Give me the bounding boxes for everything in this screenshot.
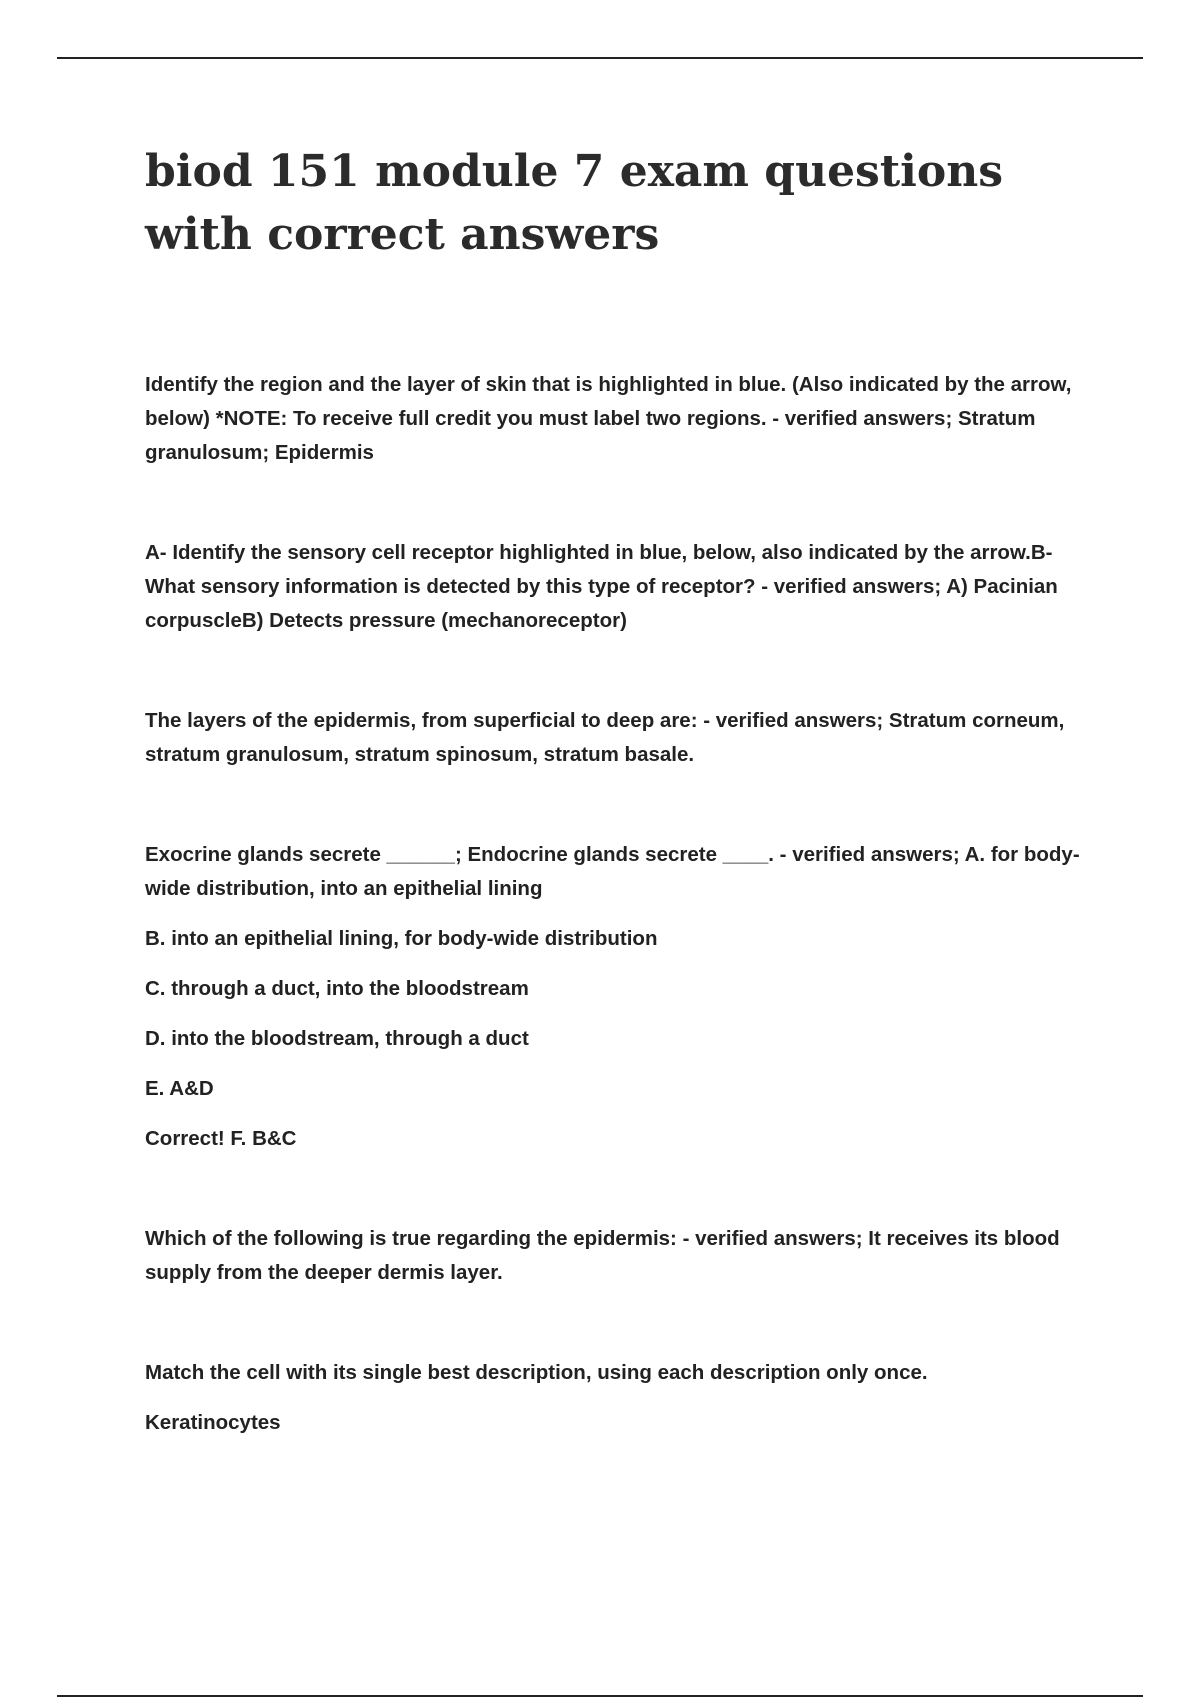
qa-list	[145, 368, 1095, 1440]
document-title: biod 151 module 7 exam questions with correct answers	[145, 146, 1003, 260]
header-rule	[57, 57, 1143, 59]
qa-text: The layers of the epidermis, from superficial to deep are: - verified answers; Stratum corneum, stratum granulosum, stratum spinosum, stratum basale.	[145, 709, 1065, 766]
qa-item	[145, 838, 1095, 1156]
match-term: Keratinocytes	[145, 1411, 281, 1434]
qa-item	[145, 536, 1095, 638]
answer-option: D. into the bloodstream, through a duct	[145, 1027, 529, 1050]
footer-rule	[57, 1695, 1143, 1697]
qa-item	[145, 1356, 1095, 1440]
qa-text: Exocrine glands secrete ______; Endocrine glands secrete ____. - verified answers; A. for body-wide distribution, into an epithelial lining	[145, 843, 1080, 900]
qa-text: Which of the following is true regarding the epidermis: - verified answers; It receives its blood supply from the deeper dermis layer.	[145, 1227, 1060, 1284]
qa-item	[145, 704, 1095, 772]
answer-option-correct: Correct! F. B&C	[145, 1127, 297, 1150]
qa-item	[145, 368, 1095, 470]
document-body	[145, 140, 1095, 1506]
qa-item	[145, 1222, 1095, 1290]
answer-option: C. through a duct, into the bloodstream	[145, 977, 529, 1000]
answer-option: B. into an epithelial lining, for body-wide distribution	[145, 927, 658, 950]
qa-text: A- Identify the sensory cell receptor highlighted in blue, below, also indicated by the arrow.B- What sensory information is detected by this type of receptor? - verified answers; A) Pacinian corpuscleB) Detects pressure (mechanoreceptor)	[145, 541, 1058, 632]
answer-option: E. A&D	[145, 1077, 214, 1100]
qa-text: Identify the region and the layer of skin that is highlighted in blue. (Also indicated by the arrow, below) *NOTE: To receive full credit you must label two regions. - verified answers; Stratum granulosum; Epidermis	[145, 373, 1072, 464]
qa-text: Match the cell with its single best description, using each description only once.	[145, 1361, 928, 1384]
